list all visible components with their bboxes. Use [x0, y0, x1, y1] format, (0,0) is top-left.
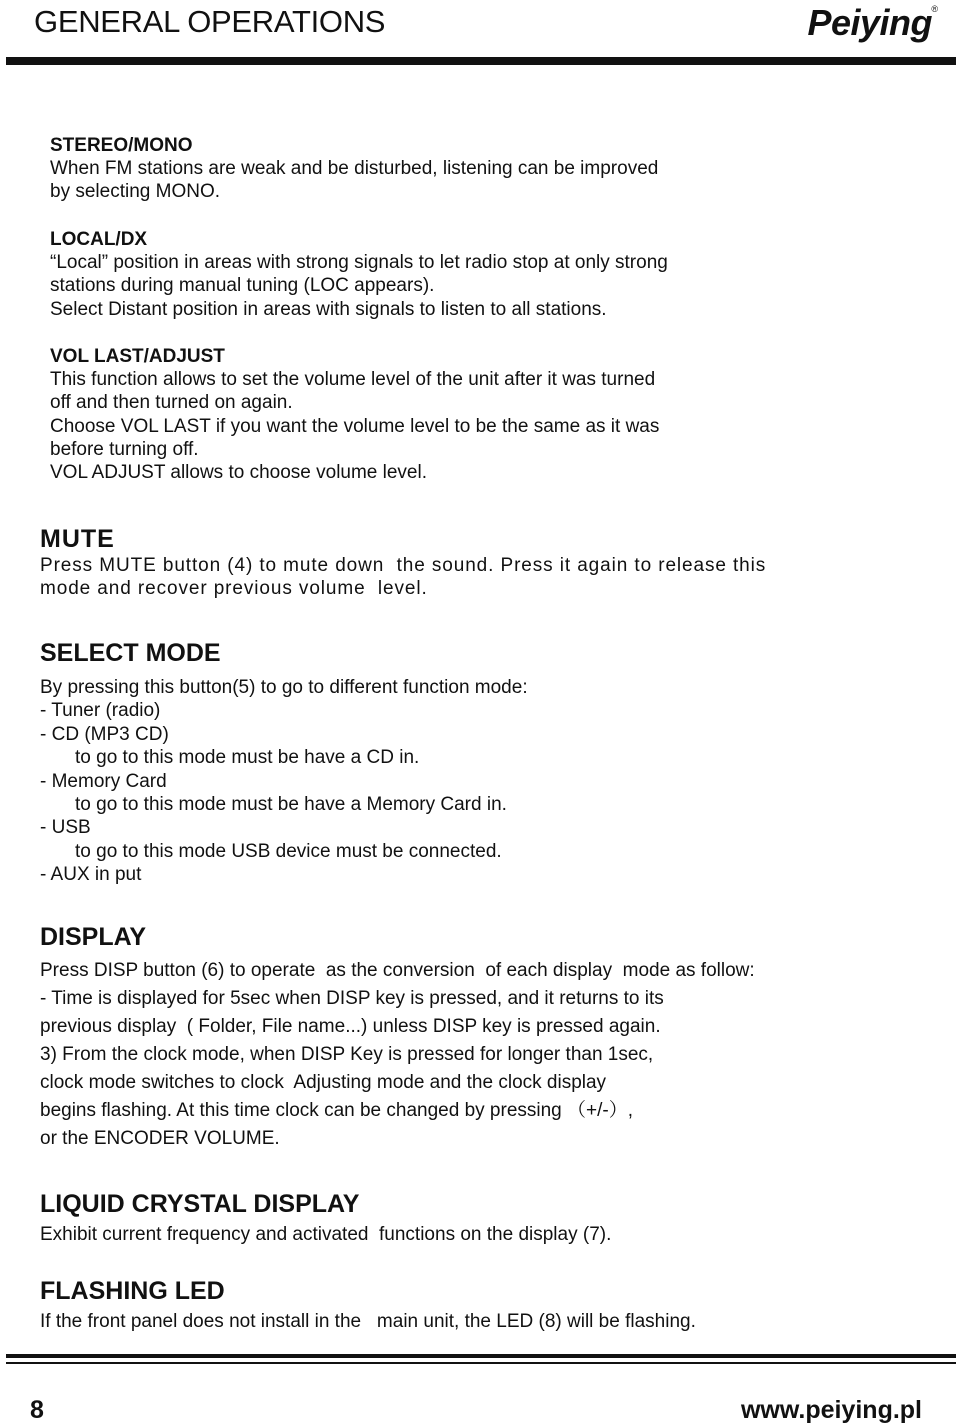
body-line: By pressing this button(5) to go to different function mode: — [40, 677, 528, 698]
list-item: - Tuner (radio) — [40, 700, 161, 722]
body-line: Choose VOL LAST if you want the volume level to be the same as it was — [50, 415, 660, 437]
body-line: Press DISP button (6) to operate as the conversion of each display mode as follow: — [40, 960, 755, 981]
footer-rule-thin — [6, 1362, 956, 1364]
section-liquid-crystal-display — [40, 1189, 940, 1246]
brand-logo: Peiying — [807, 2, 932, 43]
body-line: When FM stations are weak and be disturbed, listening can be improved — [50, 158, 659, 179]
body-line: clock mode switches to clock Adjusting mode and the clock display — [40, 1072, 607, 1093]
section-heading: LOCAL/DX — [50, 229, 148, 250]
section-flashing-led — [40, 1276, 940, 1333]
website-url: www.peiying.pl — [740, 1396, 922, 1424]
section-display — [40, 922, 940, 1153]
list-item: - AUX in put — [40, 864, 142, 886]
section-heading: LIQUID CRYSTAL DISPLAY — [40, 1190, 360, 1218]
body-line: or the ENCODER VOLUME. — [40, 1128, 280, 1149]
section-mute — [40, 524, 940, 601]
list-item: - USB — [40, 817, 91, 839]
list-item: - CD (MP3 CD) — [40, 723, 169, 745]
body-line: - Time is displayed for 5sec when DISP key is pressed, and it returns to its — [40, 988, 664, 1009]
body-line: before turning off. — [50, 438, 199, 460]
section-heading: FLASHING LED — [40, 1277, 225, 1305]
section-vol-last-adjust — [50, 345, 930, 484]
section-heading: MUTE — [40, 525, 115, 553]
section-heading: DISPLAY — [40, 923, 147, 951]
body-line: stations during manual tuning (LOC appears). — [50, 275, 435, 297]
body-line: “Local” position in areas with strong signals to let radio stop at only strong — [50, 252, 668, 273]
section-local-dx — [50, 228, 930, 321]
section-heading: SELECT MODE — [40, 639, 221, 667]
list-item-note: to go to this mode USB device must be connected. — [75, 840, 502, 862]
body-line: Exhibit current frequency and activated functions on the display (7). — [40, 1224, 612, 1245]
footer-rule — [6, 1354, 956, 1358]
body-line: mode and recover previous volume level. — [40, 578, 428, 600]
section-select-mode — [40, 638, 940, 887]
section-heading: STEREO/MONO — [50, 135, 193, 156]
body-line: 3) From the clock mode, when DISP Key is pressed for longer than 1sec, — [40, 1044, 654, 1065]
body-line: begins flashing. At this time clock can be changed by pressing （+/-）, — [40, 1100, 634, 1121]
body-line: If the front panel does not install in the main unit, the LED (8) will be flashing. — [40, 1311, 696, 1332]
registered-mark: ® — [931, 4, 938, 14]
section-heading: VOL LAST/ADJUST — [50, 346, 225, 367]
body-line: off and then turned on again. — [50, 392, 293, 414]
list-item-note: to go to this mode must be have a Memory Card in. — [75, 794, 507, 816]
header-rule — [6, 57, 956, 65]
body-line: by selecting MONO. — [50, 181, 220, 203]
body-line: previous display ( Folder, File name...) unless DISP key is pressed again. — [40, 1016, 661, 1037]
list-item-note: to go to this mode must be have a CD in. — [75, 747, 420, 769]
body-line: VOL ADJUST allows to choose volume level. — [50, 462, 428, 484]
page-title: GENERAL OPERATIONS — [34, 4, 386, 39]
page-number: 8 — [30, 1396, 44, 1424]
body-line: This function allows to set the volume level of the unit after it was turned — [50, 369, 656, 390]
body-line: Select Distant position in areas with signals to listen to all stations. — [50, 298, 607, 320]
section-stereo-mono — [50, 134, 930, 204]
list-item: - Memory Card — [40, 770, 167, 792]
body-line: Press MUTE button (4) to mute down the sound. Press it again to release this — [40, 555, 767, 576]
